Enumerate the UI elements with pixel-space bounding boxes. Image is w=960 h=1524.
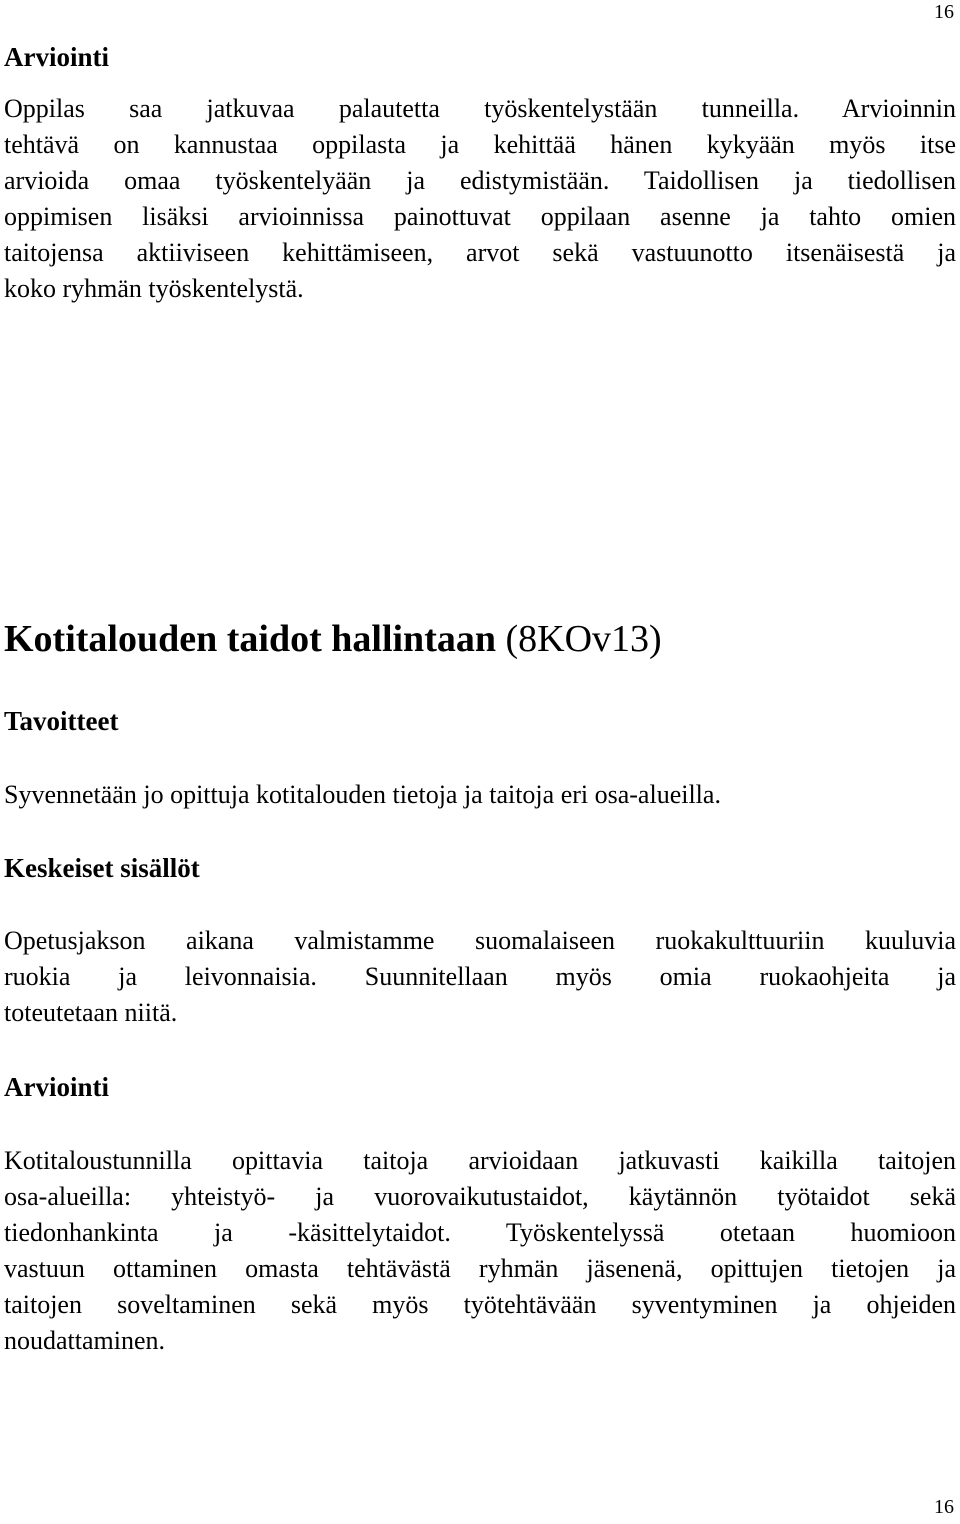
text-line: Kotitaloustunnilla opittavia taitoja arvioidaan jatkuvasti kaikilla taitojen: [4, 1146, 956, 1175]
text-line: taitojensa aktiiviseen kehittämiseen, arvot sekä vastuunotto itsenäisestä ja: [4, 238, 956, 267]
course-title: [4, 620, 662, 658]
course-code: (8KOv13): [505, 618, 662, 660]
section-heading-tavoitteet: Tavoitteet: [4, 706, 119, 736]
text-line: taitojen soveltaminen sekä myös työtehtävään syventyminen ja ohjeiden: [4, 1290, 956, 1319]
arviointi-paragraph-2: [4, 1143, 956, 1359]
text-line: koko ryhmän työskentelystä.: [4, 274, 304, 303]
page-number-top: 16: [934, 1, 954, 23]
text-line: arvioida omaa työskentelyään ja edistymistään. Taidollisen ja tiedollisen: [4, 166, 956, 195]
tavoitteet-paragraph: [4, 777, 956, 813]
text-line: Syvennetään jo opittuja kotitalouden tietoja ja taitoja eri osa-alueilla.: [4, 780, 721, 809]
text-line: Opetusjakson aikana valmistamme suomalaiseen ruokakulttuuriin kuuluvia: [4, 926, 956, 955]
section-heading-arviointi-1: Arviointi: [4, 42, 109, 72]
text-line: oppimisen lisäksi arvioinnissa painottuvat oppilaan asenne ja tahto omien: [4, 202, 956, 231]
arviointi-paragraph-1: [4, 91, 956, 307]
section-heading-arviointi-2: Arviointi: [4, 1072, 109, 1102]
text-line: vastuun ottaminen omasta tehtävästä ryhmän jäsenenä, opittujen tietojen ja: [4, 1254, 956, 1283]
text-line: toteutetaan niitä.: [4, 998, 178, 1027]
course-title-text: Kotitalouden taidot hallintaan: [4, 618, 496, 660]
keskeiset-sisallot-paragraph: [4, 923, 956, 1031]
text-line: ruokia ja leivonnaisia. Suunnitellaan myös omia ruokaohjeita ja: [4, 962, 956, 991]
text-line: noudattaminen.: [4, 1326, 166, 1355]
section-heading-keskeiset-sisallot: Keskeiset sisällöt: [4, 853, 200, 883]
text-line: Oppilas saa jatkuvaa palautetta työskentelystään tunneilla. Arvioinnin: [4, 94, 956, 123]
text-line: osa-alueilla: yhteistyö- ja vuorovaikutustaidot, käytännön työtaidot sekä: [4, 1182, 956, 1211]
text-line: tiedonhankinta ja -käsittelytaidot. Työskentelyssä otetaan huomioon: [4, 1218, 956, 1247]
text-line: tehtävä on kannustaa oppilasta ja kehittää hänen kykyään myös itse: [4, 130, 956, 159]
page-number-bottom: 16: [934, 1496, 954, 1518]
